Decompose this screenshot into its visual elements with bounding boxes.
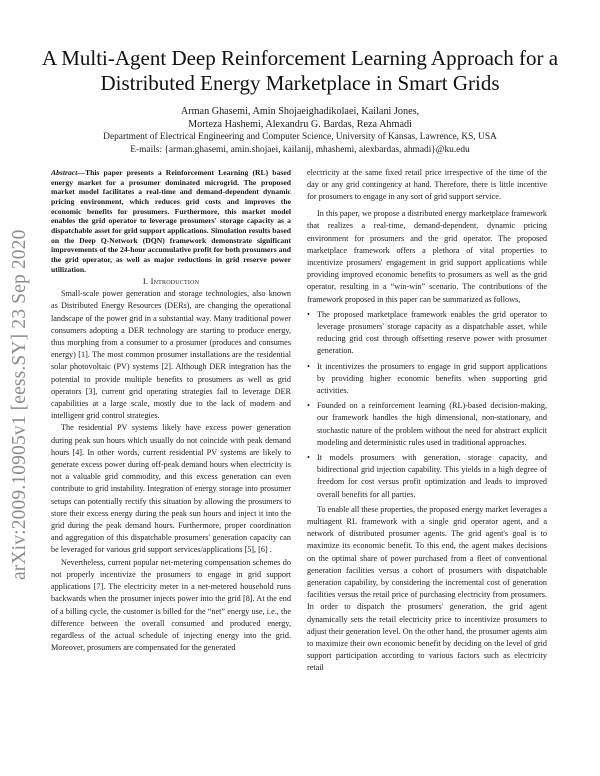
- arxiv-identifier-stamp: arXiv:2009.10905v1 [eess.SY] 23 Sep 2020: [9, 229, 30, 580]
- paper-title: [40, 46, 560, 95]
- right-paragraph-2: To enable all these properties, the proposed energy market leverages a multiagent RL framework with a single grid operator agent, and a network of distributed prosumer agents. The grid agent's goal is to maximize its economic benefit. To this end, the agent makes decisions on the optimal share of power purchased from a fleet of conventional generation facilities versus a cohort of prosumers with dispatchable generation capability, by considering the incremental cost of generation facilities versus the retail price of purchasing electricity from prosumers. In order to dispatch the prosumers' generation, the grid agent dynamically sets the retail electricity price to incentivize prosumers to adjust their generation level. On the other hand, the prosumer agents aim to maximize their own economic benefit by deciding on the level of grid support participation according to various factors such as electricity retail: [307, 504, 547, 673]
- author-affiliation: Department of Electrical Engineering and Computer Science, University of Kansas, Lawrence, KS, USA: [103, 132, 497, 143]
- author-block: [40, 106, 560, 156]
- abstract-label: Abstract: [51, 168, 78, 177]
- section-heading-introduction: I. Introduction: [142, 276, 200, 287]
- intro-paragraph-1: Small-scale power generation and storage technologies, also known as Distributed Energy Resources (DERs), are changing the operational landscape of the power grid in a substantial way. Many traditional power consumers adopting a DER technology are starting to produce energy, thus morphing from a consumer to a prosumer (produces and consumes energy) [1]. The most common prosumer installations are the residential solar photovoltaic (PV) systems [2]. Although DER integration has the potential to provide multiple benefits to prosumers as well as grid operators [3], current grid operating strategies fail to leverage DER capabilities at a large scale, mostly due to the lack of modern and intelligent grid control strategies.: [51, 289, 291, 421]
- author-emails: E-mails: {arman.ghasemi, amin.shojaei, kailanij, mhashemi, alexbardas, ahmadi}@ku.edu: [130, 144, 470, 155]
- left-column: [51, 168, 291, 654]
- title-line-1: A Multi-Agent Deep Reinforcement Learning Approach for a: [41, 46, 559, 70]
- contributions-list: [307, 309, 547, 501]
- title-line-2: Distributed Energy Marketplace in Smart Grids: [100, 70, 500, 95]
- right-column: [307, 167, 547, 675]
- intro-paragraph-2: The residential PV systems likely have excess power generation during peak sun hours which usually do not coincide with peak demand hours [4]. In other words, current residential PV systems are likely to generate excess power during off-peak demand hours when electricity is not a valuable grid commodity, and this excess generation can even contribute to grid instability. Integration of energy storage into prosumer setups can potentially rectify this situation by allowing the prosumers to store their excess energy during the peak sun hours and inject it into the grid during the peak demand hours. Furthermore, proper coordination and aggregation of this dispatchable prosumers' generation capacity can be leveraged for various grid support services/applications [5], [6] .: [51, 423, 291, 555]
- abstract-text: —This paper presents a Reinforcement Learning (RL) based energy market for a prosumer dominated microgrid. The proposed market model facilitates a real-time and demand-dependent dynamic pricing environment, which reduces grid costs and improves the economic benefits for prosumers. Furthermore, this market model enables the grid operator to leverage prosumers' storage capacity as a dispatchable asset for grid support applications. Simulation results based on the Deep Q-Network (DQN) framework demonstrate significant improvements of the 24-hour accumulative profit for both prosumers and the grid operator, as well as major reductions in grid reserve power utilization.: [51, 168, 291, 274]
- right-paragraph-continued: electricity at the same fixed retail price irrespective of the time of the day or any grid contingency at hand. Therefore, there is little incentive for prosumers to engage in any sort of grid support service.: [307, 168, 547, 202]
- list-item: • The proposed marketplace framework enables the grid operator to leverage prosumers' storage capacity as a dispatchable asset, while reducing grid cost through offsetting reserve power with prosumer generation.: [307, 309, 547, 358]
- right-paragraph-1: In this paper, we propose a distributed energy marketplace framework that realizes a real-time, demand-dependent, dynamic pricing environment for prosumers and the grid operator. The proposed marketplace framework offers a plethora of vital properties to incentivize prosumers' engagement in grid support applications while providing improved economic benefits to prosumers as well as the grid operator, resulting in a “win-win” scenario. The contributions of the framework proposed in this paper can be summarized as follows,: [307, 209, 547, 304]
- intro-paragraph-3: Nevertheless, current popular net-metering compensation schemes do not properly incentivize the prosumers to engage in grid support applications [7]. The electricity meter in a net-metered household runs backwards when the prosumer injects power into the grid [8]. At the end of a billing cycle, the customer is billed for the “net” energy use, i.e., the difference between the overall consumed and produced energy, regardless of the actual schedule of injecting energy into the grid. Moreover, prosumers are compensated for the generated: [51, 557, 291, 653]
- list-item: • It incentivizes the prosumers to engage in grid support applications by providing higher economic benefits when supporting grid activities.: [307, 361, 547, 398]
- author-names-1: Arman Ghasemi, Amin Shojaeighadikolaei, Kailani Jones,: [180, 106, 420, 117]
- abstract: [51, 168, 291, 274]
- list-item: • Founded on a reinforcement learning (RL)-based decision-making, our framework handles the high dimensional, non-stationary, and stochastic nature of the problem without the need for abstract explicit modeling and deterministic rules used in traditional approaches.: [307, 400, 547, 449]
- author-names-2: Morteza Hashemi, Alexandru G. Bardas, Reza Ahmadi: [188, 118, 412, 130]
- list-item: • It models prosumers with generation, storage capacity, and bidirectional grid injection capability. This yields in a high degree of freedom for cost versus profit optimization and leads to improved overall benefits for all parties.: [307, 452, 547, 501]
